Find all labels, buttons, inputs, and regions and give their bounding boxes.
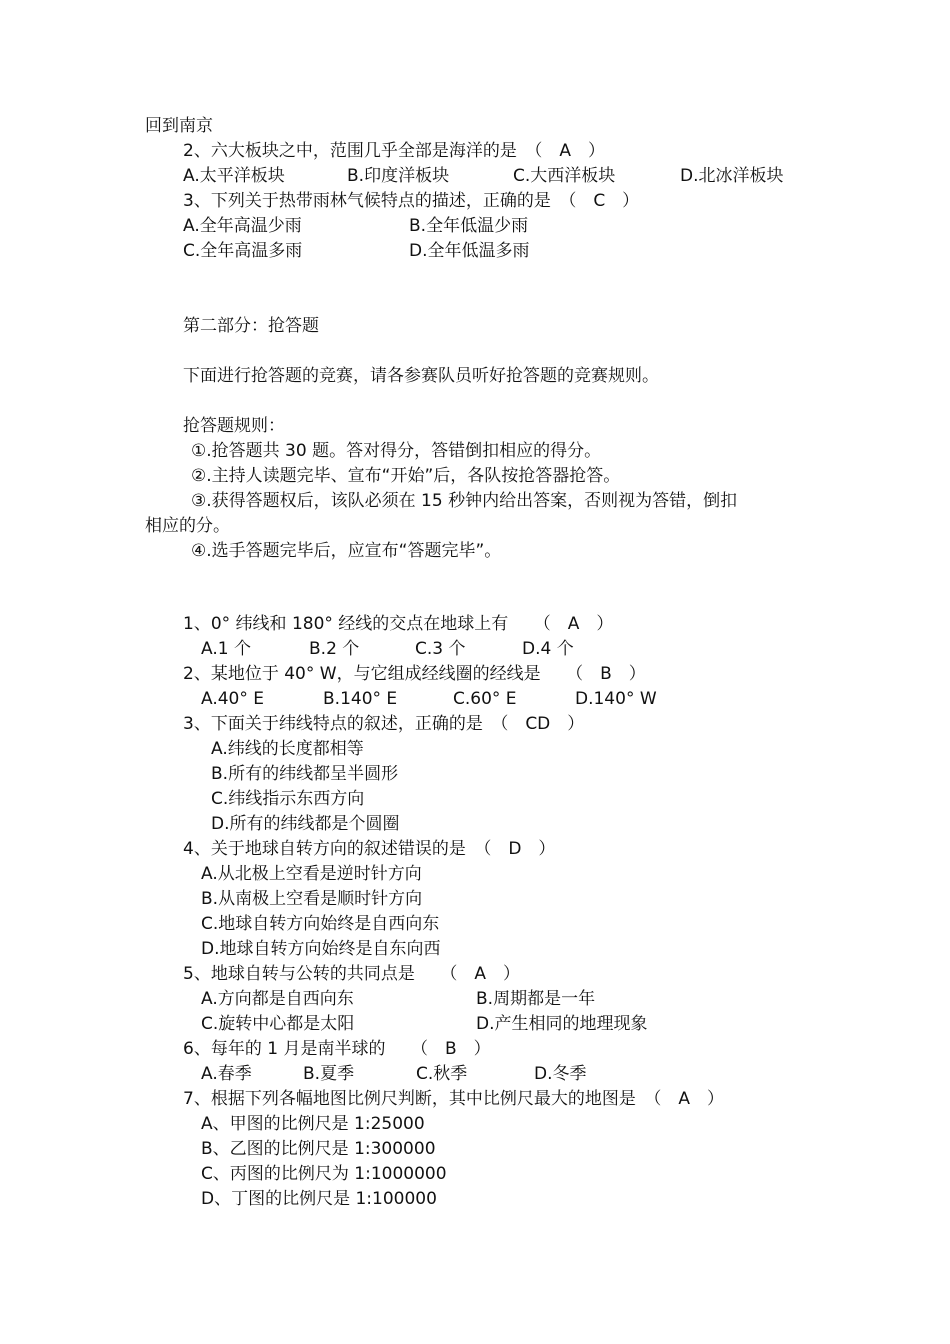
option-c: C.60° E xyxy=(453,689,517,709)
option-c: C、丙图的比例尺为 1:1000000 xyxy=(201,1164,447,1184)
option-d: D.所有的纬线都是个圆圈 xyxy=(211,814,400,834)
rule-item: ②.主持人读题完毕、宣布“开始”后，各队按抢答器抢答。 xyxy=(191,466,621,486)
option-c: C.全年高温多雨 xyxy=(183,241,303,261)
question-6: 6、每年的 1 月是南半球的 （ B ） xyxy=(183,1039,491,1059)
option-a: A.太平洋板块 xyxy=(183,166,285,186)
question-3: 3、下面关于纬线特点的叙述，正确的是 （ CD ） xyxy=(183,714,585,734)
option-d: D.冬季 xyxy=(534,1064,587,1084)
question-2: 2、某地位于 40° W，与它组成经线圈的经线是 （ B ） xyxy=(183,664,646,684)
question-7: 7、根据下列各幅地图比例尺判断，其中比例尺最大的地图是 （ A ） xyxy=(183,1089,724,1109)
option-c: C.3 个 xyxy=(415,639,466,659)
rules-heading: 抢答题规则： xyxy=(183,416,285,436)
option-d: D.全年低温多雨 xyxy=(409,241,530,261)
option-a: A.方向都是自西向东 xyxy=(201,989,354,1009)
option-a: A.从北极上空看是逆时针方向 xyxy=(201,864,422,884)
option-b: B、乙图的比例尺是 1:300000 xyxy=(201,1139,436,1159)
question-5: 5、地球自转与公转的共同点是 （ A ） xyxy=(183,964,520,984)
option-d: D.地球自转方向始终是自东向西 xyxy=(201,939,441,959)
option-c: C.秋季 xyxy=(416,1064,468,1084)
option-b: B.140° E xyxy=(323,689,398,709)
option-d: D.140° W xyxy=(575,689,657,709)
option-c: C.大西洋板块 xyxy=(513,166,616,186)
option-c: C.地球自转方向始终是自西向东 xyxy=(201,914,440,934)
option-b: B.全年低温少雨 xyxy=(409,216,529,236)
rule-item: ①.抢答题共 30 题。答对得分，答错倒扣相应的得分。 xyxy=(191,441,602,461)
option-a: A.40° E xyxy=(201,689,265,709)
option-d: D.4 个 xyxy=(522,639,574,659)
option-b: B.所有的纬线都呈半圆形 xyxy=(211,764,399,784)
rule-item: ③.获得答题权后，该队必须在 15 秒钟内给出答案，否则视为答错，倒扣 xyxy=(191,491,738,511)
question-4: 4、关于地球自转方向的叙述错误的是 （ D ） xyxy=(183,839,556,859)
option-b: B.从南极上空看是顺时针方向 xyxy=(201,889,423,909)
rule-item: ④.选手答题完毕后，应宣布“答题完毕”。 xyxy=(191,541,502,561)
option-d: D.北冰洋板块 xyxy=(680,166,784,186)
option-c: C.纬线指示东西方向 xyxy=(211,789,365,809)
question-1: 1、0° 纬线和 180° 经线的交点在地球上有 （ A ） xyxy=(183,614,614,634)
option-a: A、甲图的比例尺是 1:25000 xyxy=(201,1114,425,1134)
rule-item-continued: 相应的分。 xyxy=(145,516,230,536)
option-a: A.春季 xyxy=(201,1064,252,1084)
option-c: C.旋转中心都是太阳 xyxy=(201,1014,355,1034)
option-d: D.产生相同的地理现象 xyxy=(476,1014,648,1034)
text-line: 回到南京 xyxy=(145,116,213,136)
option-a: A.1 个 xyxy=(201,639,251,659)
option-d: D、丁图的比例尺是 1:100000 xyxy=(201,1189,437,1209)
section-heading: 第二部分：抢答题 xyxy=(183,316,319,336)
option-a: A.全年高温少雨 xyxy=(183,216,302,236)
option-b: B.2 个 xyxy=(309,639,360,659)
intro-paragraph: 下面进行抢答题的竞赛，请各参赛队员听好抢答题的竞赛规则。 xyxy=(183,366,659,386)
option-b: B.夏季 xyxy=(303,1064,355,1084)
option-b: B.周期都是一年 xyxy=(476,989,596,1009)
question-2: 2、六大板块之中，范围几乎全部是海洋的是 （ A ） xyxy=(183,141,605,161)
option-a: A.纬线的长度都相等 xyxy=(211,739,364,759)
option-b: B.印度洋板块 xyxy=(347,166,450,186)
question-3: 3、下列关于热带雨林气候特点的描述，正确的是 （ C ） xyxy=(183,191,640,211)
